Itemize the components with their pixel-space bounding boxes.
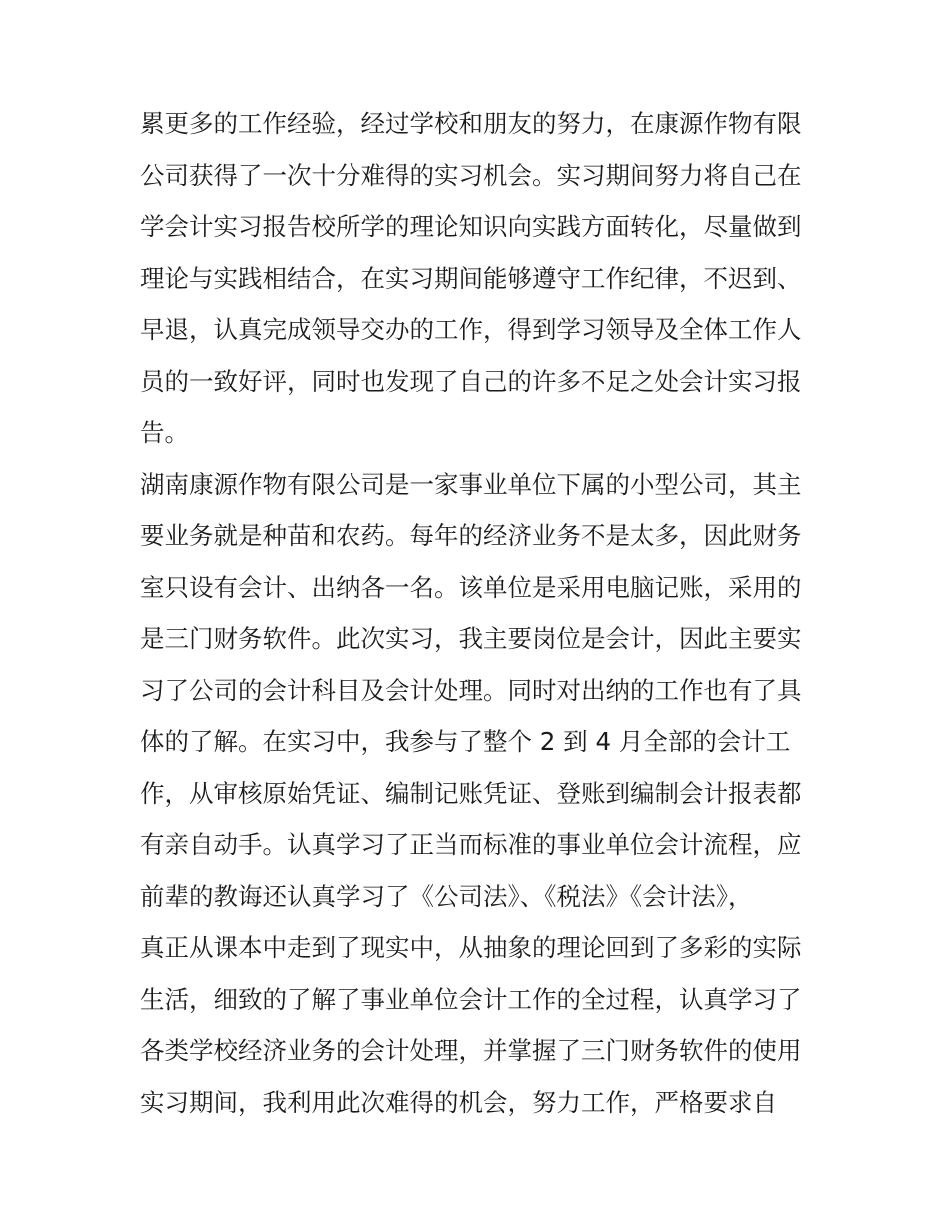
text-line: 室只设有会计、出纳各一名。该单位是采用电脑记账，采用的 (140, 572, 802, 602)
text-line: 早退，认真完成领导交办的工作，得到学习领导及全体工作人 (140, 315, 802, 344)
text-line: 真正从课本中走到了现实中，从抽象的理论回到了多彩的实际 (140, 933, 802, 962)
text-line: 员的一致好评，同时也发现了自己的许多不足之处会计实习报 (140, 366, 802, 396)
text-line: 习了公司的会计科目及会计处理。同时对出纳的工作也有了具 (140, 675, 802, 705)
body-text (140, 98, 820, 1128)
text-line: 实习期间，我利用此次难得的机会，努力工作，严格要求自 (140, 1087, 777, 1117)
text-line: 公司获得了一次十分难得的实习机会。实习期间努力将自己在 (140, 160, 802, 190)
text-line: 作，从审核原始凭证、编制记账凭证、登账到编制会计报表都 (140, 778, 802, 808)
text-line: 要业务就是种苗和农药。每年的经济业务不是太多，因此财务 (140, 521, 802, 550)
text-line: 生活，细致的了解了事业单位会计工作的全过程，认真学习了 (140, 984, 802, 1014)
text-line: 体的了解。在实习中，我参与了整个 2 到 4 月全部的会计工 (140, 727, 791, 756)
text-line: 前辈的教诲还认真学习了《公司法》、《税法》《会计法》， (140, 881, 753, 911)
text-line: 是三门财务软件。此次实习，我主要岗位是会计，因此主要实 (140, 624, 802, 653)
text-line: 学会计实习报告校所学的理论知识向实践方面转化，尽量做到 (140, 212, 802, 241)
text-line: 累更多的工作经验，经过学校和朋友的努力，在康源作物有限 (140, 109, 802, 138)
text-line: 理论与实践相结合，在实习期间能够遵守工作纪律，不迟到、 (140, 263, 802, 293)
text-line: 各类学校经济业务的会计处理，并掌握了三门财务软件的使用 (140, 1036, 802, 1065)
text-line: 湖南康源作物有限公司是一家事业单位下属的小型公司，其主 (140, 469, 802, 499)
text-line: 有亲自动手。认真学习了正当而标准的事业单位会计流程，应 (140, 830, 802, 859)
text-line: 告。 (140, 418, 189, 447)
